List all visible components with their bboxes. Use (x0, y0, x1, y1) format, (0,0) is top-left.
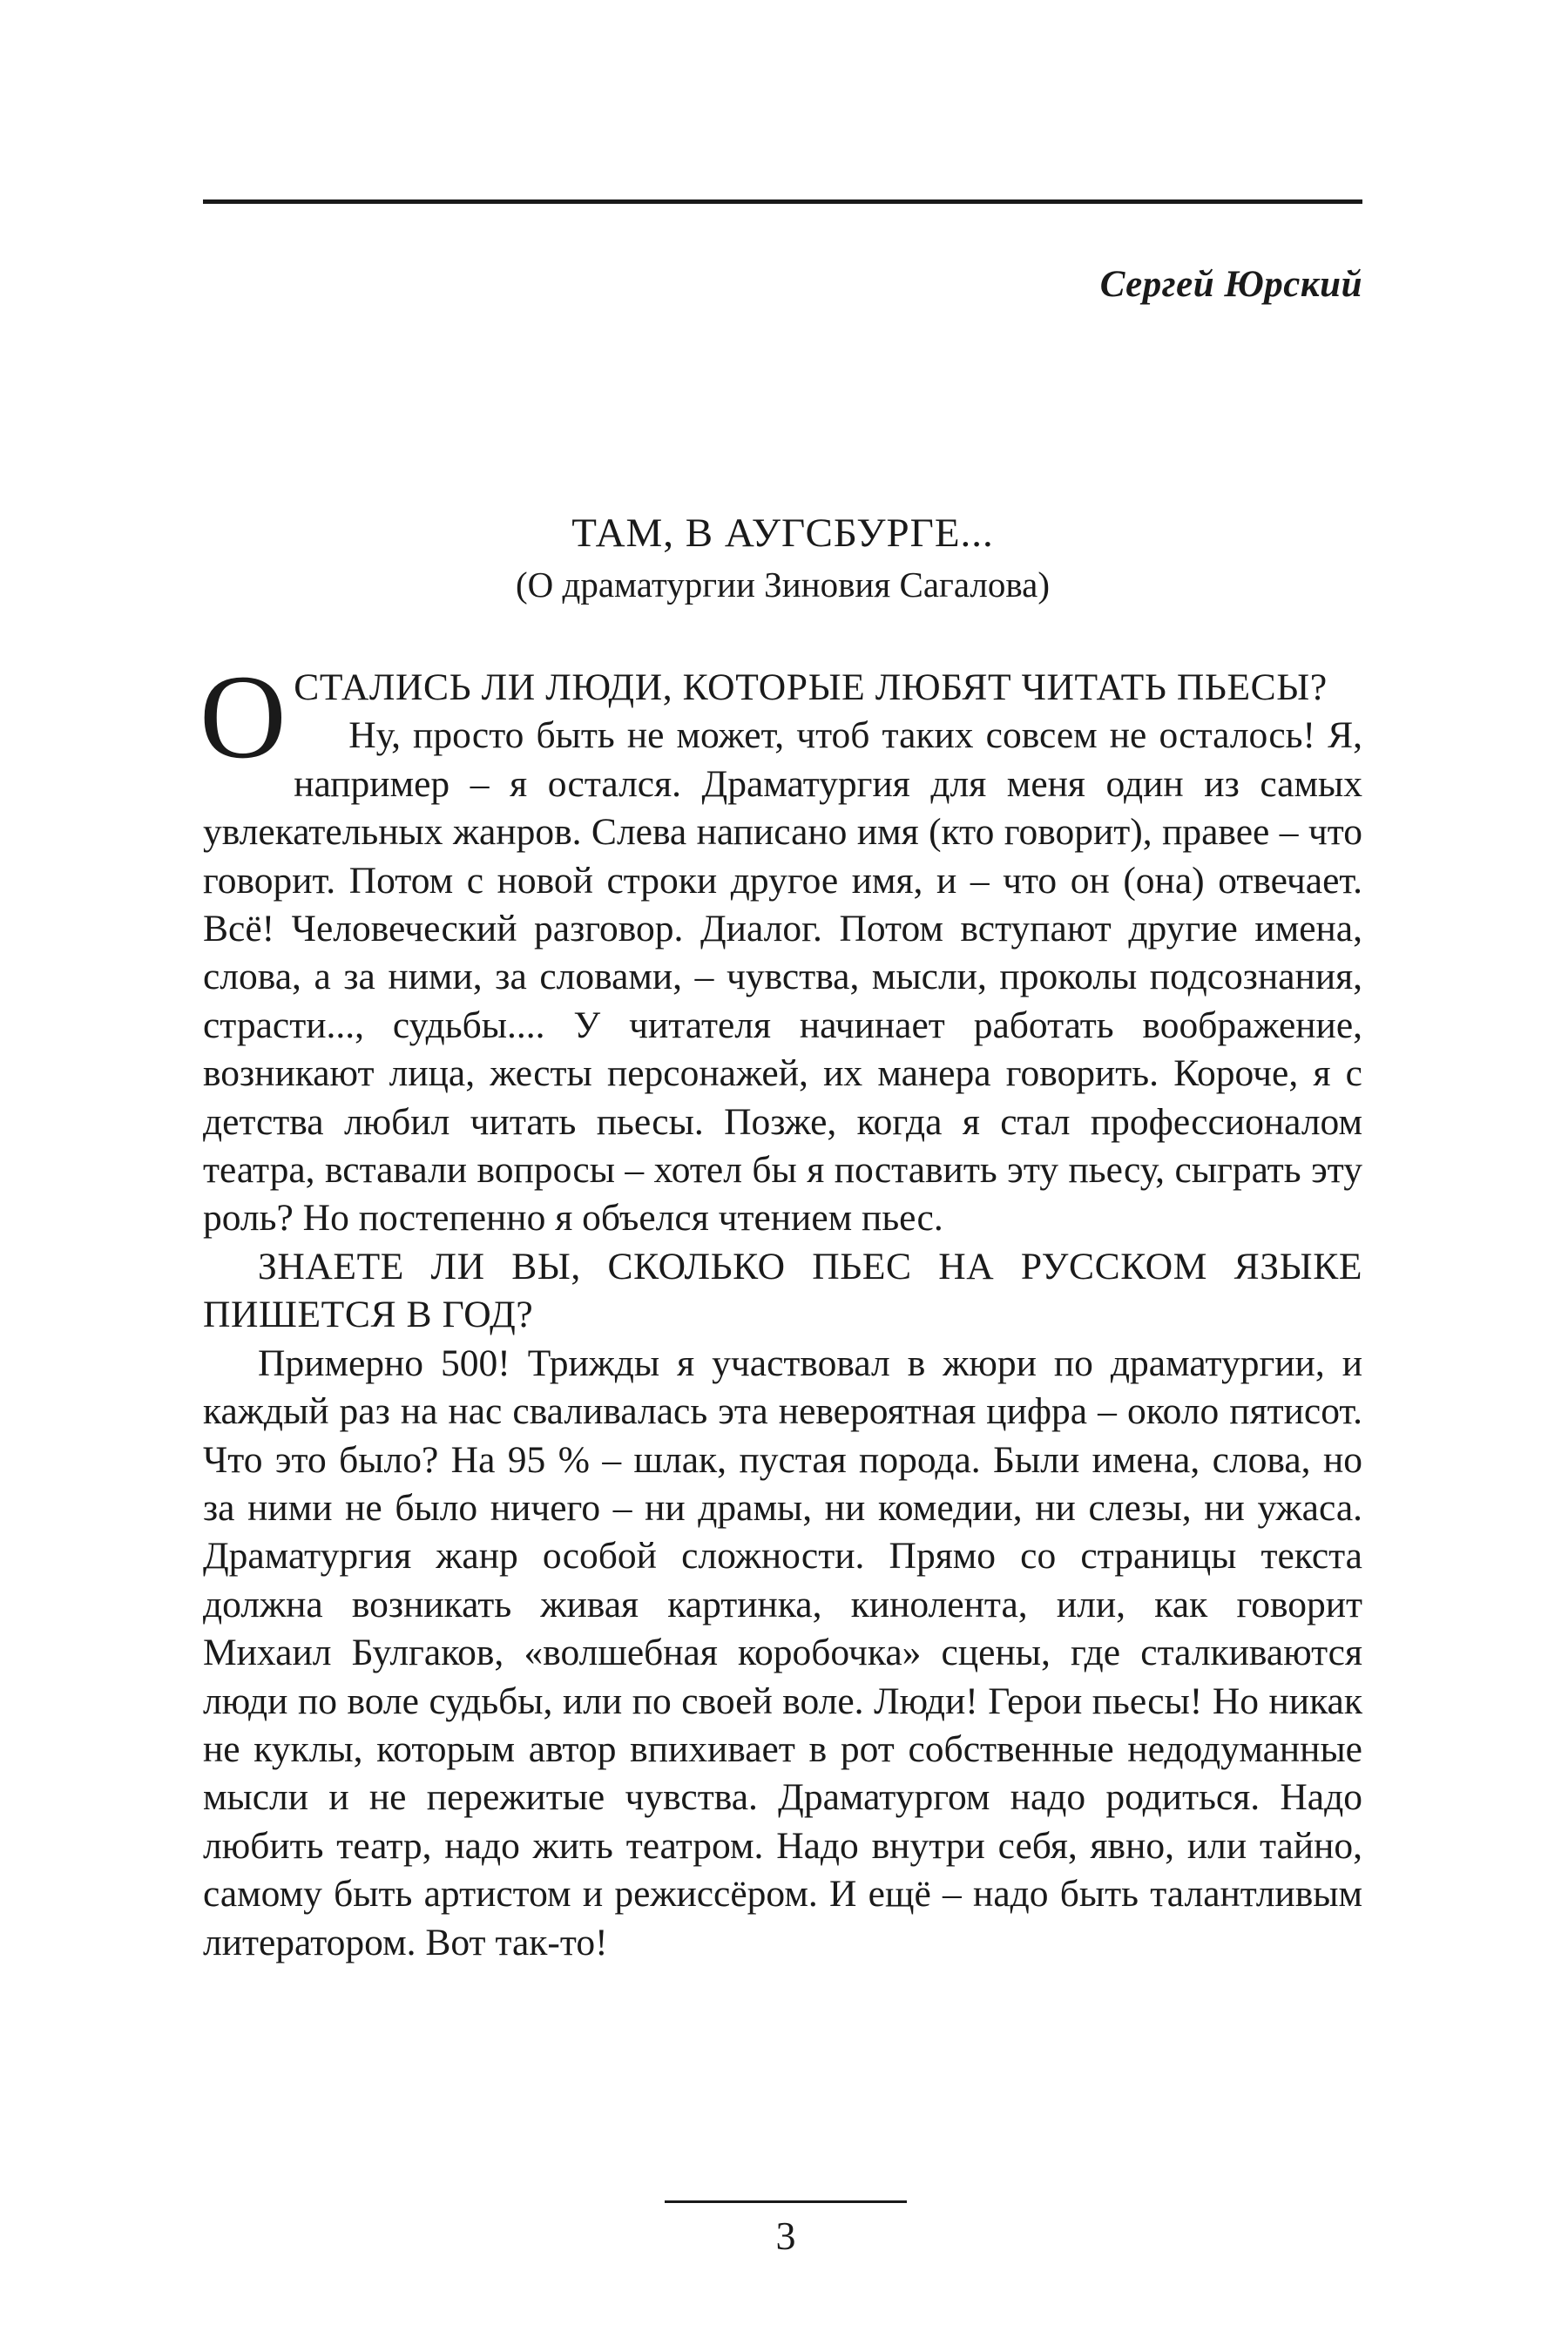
article-heading (203, 508, 1362, 611)
question-heading-2: ЗНАЕТЕ ЛИ ВЫ, СКОЛЬКО ПЬЕС НА РУССКОМ ЯЗЫКЕ ПИШЕТСЯ В ГОД? (203, 1245, 1362, 1336)
footer-rule (665, 2200, 907, 2203)
drop-cap: О (199, 650, 287, 783)
header-rule (203, 199, 1362, 204)
article-subtitle: (О драматургии Зиновия Сагалова) (515, 564, 1051, 605)
question-heading-1 (199, 650, 1362, 783)
paragraph-2: Примерно 500! Трижды я участвовал в жюри по драматургии, и каждый раз на нас сваливалась эта невероятная цифра – около пятисот. Что это было? На 95 % – шлак, пустая порода. Были имена, слова, но за ними не было ничего – ни драмы, ни комедии, ни слезы, ни ужаса. Драматургия жанр особой сложности. Прямо со страницы текста должна возникать живая картинка, кинолента, или, как говорит Михаил Булгаков, «волшебная коробочка» сцены, где сталкиваются люди по воле судьбы, или по своей воле. Люди! Герои пьесы! Но никак не куклы, которым автор впихивает в рот собственные недодуманные мысли и не пережитые чувства. Драматургом надо родиться. Надо любить театр, надо жить театром. Надо внутри себя, явно, или тайно, самому быть артистом и режиссёром. И ещё – надо быть талантливым литератором. Вот так-то! (203, 1342, 1362, 1963)
article-body (199, 650, 1362, 1967)
paragraph-1: Ну, просто быть не может, чтоб таких совсем не осталось! Я, например – я остался. Драматургия для меня один из самых увлекательных жанров. Слева написано имя (кто говорит), правее – что говорит. Потом с новой строки другое имя, и – что он (она) отвечает. Всё! Человеческий разговор. Диалог. Потом вступают другие имена, слова, а за ними, за словами, – чувства, мысли, проколы подсознания, страсти..., судьбы.... У читателя начинает работать воображение, возникают лица, жесты персонажей, их манера говорить. Короче, я с детства любил читать пьесы. Позже, когда я стал профессионалом театра, вставали вопросы – хотел бы я поставить эту пьесу, сыграть эту роль? Но постепенно я объелся чтением пьес. (203, 714, 1362, 1240)
page-number: 3 (775, 2213, 796, 2258)
running-head-author: Сергей Юрский (1099, 264, 1362, 305)
article-title: ТАМ, В АУГСБУРГЕ... (571, 510, 994, 556)
question-1-text: СТАЛИСЬ ЛИ ЛЮДИ, КОТОРЫЕ ЛЮБЯТ ЧИТАТЬ ПЬЕСЫ? (294, 666, 1328, 708)
